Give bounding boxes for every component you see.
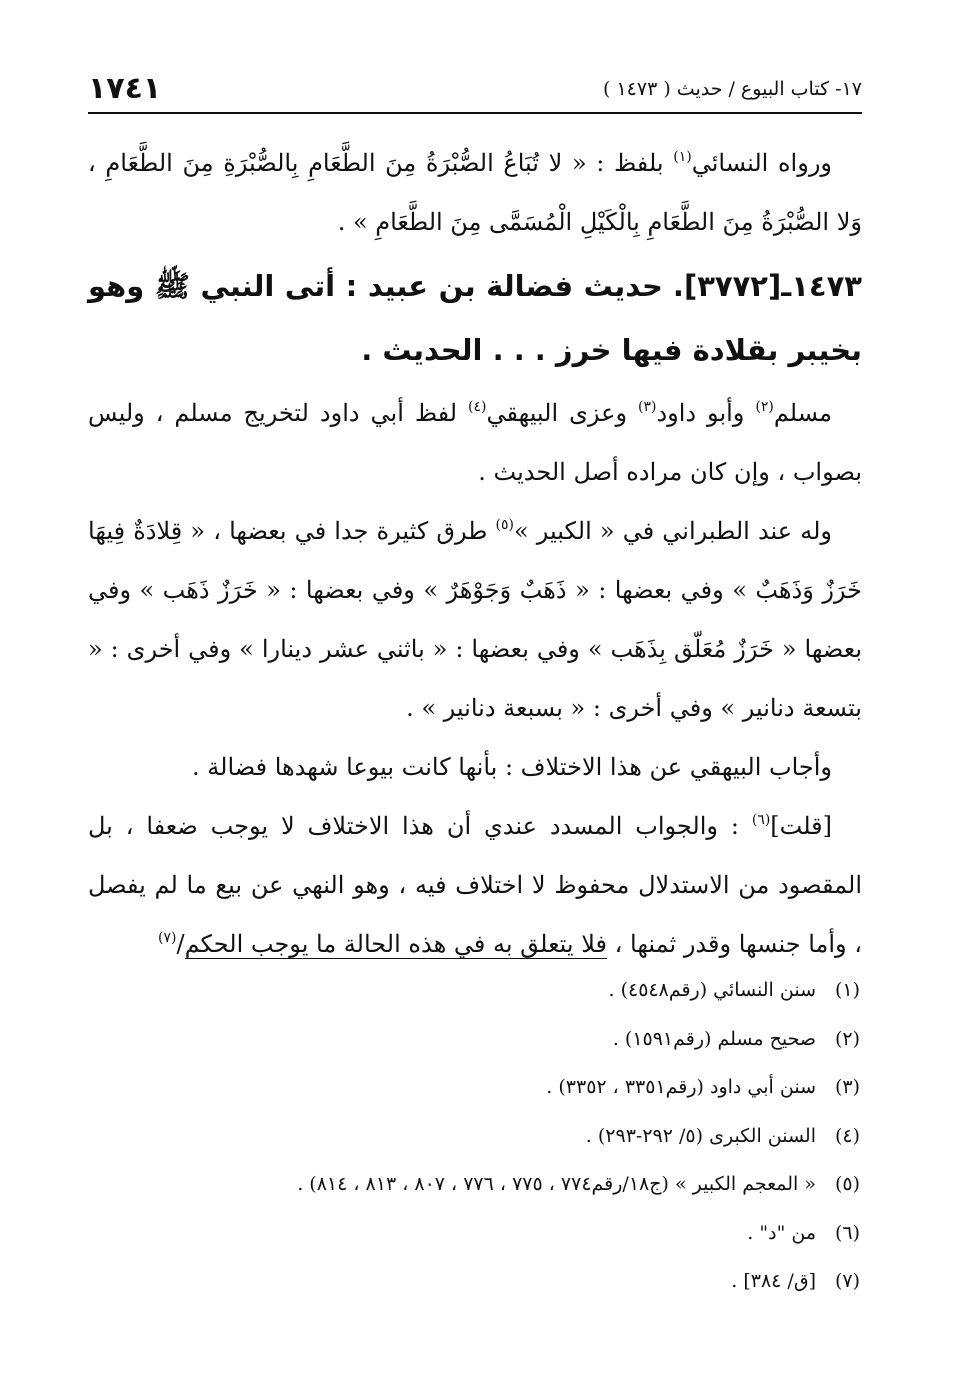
- footnote-number: (١): [834, 979, 860, 1001]
- text: وأبو داود: [656, 399, 756, 427]
- text: وله عند الطبراني في « الكبير »: [513, 517, 833, 545]
- footnote-ref-6[interactable]: (٦): [751, 812, 771, 828]
- footnote-number: (٥): [834, 1173, 860, 1195]
- underlined-text: فلا يتعلق به في هذه الحالة ما يوجب الحكم: [184, 930, 608, 958]
- footnote-text: السنن الكبرى (٥/ ٢٩٢-٢٩٣) .: [585, 1124, 816, 1147]
- footnote-ref-4[interactable]: (٤): [468, 399, 487, 415]
- footnote-text: سنن النسائي (رقم٤٥٤٨) .: [608, 979, 816, 1001]
- footnote-number: (٢): [834, 1027, 860, 1050]
- footnote-text: سنن أبي داود (رقم٣٣٥١ ، ٣٣٥٢) .: [546, 1076, 816, 1098]
- footnote-ref-3[interactable]: (٣): [638, 399, 657, 415]
- footnote-6: [88, 1209, 862, 1258]
- text: /: [176, 930, 185, 958]
- footnote-ref-1[interactable]: (١): [673, 149, 692, 165]
- footnote-text: من "د" .: [747, 1221, 816, 1244]
- footnote-4: [88, 1112, 862, 1161]
- text: ورواه النسائي: [691, 149, 832, 177]
- text: [قلت]: [770, 812, 832, 840]
- footnote-3: [88, 1063, 862, 1112]
- footnotes: [88, 966, 862, 1306]
- footnote-number: (٦): [834, 1221, 860, 1244]
- footnote-5: [88, 1160, 862, 1209]
- footnote-ref-7[interactable]: (٧): [158, 930, 177, 946]
- paragraph-3: [88, 502, 862, 738]
- footnote-text: « المعجم الكبير » (ج١٨/رقم٧٧٤ ، ٧٧٥ ، ٧٧٦ ، ٨٠٧ ، ٨١٣ ، ٨١٤) .: [297, 1173, 816, 1195]
- footnote-1: [88, 966, 862, 1015]
- footnote-ref-5[interactable]: (٥): [495, 517, 514, 533]
- hadith-heading: [88, 254, 862, 382]
- footnote-number: (٣): [834, 1076, 860, 1098]
- paragraph-1: [88, 134, 862, 252]
- footnote-number: (٤): [834, 1124, 860, 1147]
- hadith-title: حديث فضالة بن عبيد : أتى النبي ﷺ وهو بخيبر بقلادة فيها خرز . . . الحديث .: [88, 269, 862, 367]
- text: وعزى البيهقي: [486, 399, 638, 427]
- footnote-ref-2[interactable]: (٢): [755, 399, 774, 415]
- paragraph-4: وأجاب البيهقي عن هذا الاختلاف : بأنها كانت بيوعا شهدها فضالة .: [192, 753, 832, 781]
- footnote-text: صحيح مسلم (رقم١٥٩١) .: [612, 1027, 816, 1050]
- text: طرق كثيرة جدا في بعضها ، « قِلادَةٌ فِيهَا خَرَزٌ وَذَهَبٌ » وفي بعضها : « ذَهَبٌ وَجَوْهَرٌ » وفي بعضها : « خَرَزٌ ذَهَب » وفي بعضها « خَرَزٌ مُعَلّق بِذَهَب » وفي بعضها : « باثني عشر دينارا » وفي أخرى : « بتسعة دنانير » وفي أخرى : « بسبعة دنانير » .: [88, 517, 863, 722]
- running-head: ١٧- كتاب البيوع / حديث ( ١٤٧٣ ): [603, 78, 862, 100]
- text: بلفظ : « لا تُبَاعُ الصُّبْرَةُ مِنَ الطَّعَامِ بِالصُّبْرَةِ مِنَ الطَّعَامِ ، وَلا الصُّبْرَةُ مِنَ الطَّعَامِ بِالْكَيْلِ الْمُسَمَّى مِنَ الطَّعَامِ » .: [88, 149, 862, 236]
- footnote-number: (٧): [834, 1270, 860, 1292]
- main-text: [88, 134, 862, 974]
- hadith-number: ١٤٧٣ـ[٣٧٧٢].: [672, 269, 862, 303]
- header-rule: [88, 112, 862, 114]
- footnote-2: [88, 1015, 862, 1064]
- text: مسلم: [773, 399, 832, 427]
- page-header: [88, 66, 862, 110]
- page-number: ١٧٤١: [88, 71, 162, 106]
- footnote-text: [ق/ ٣٨٤] .: [731, 1270, 816, 1292]
- paragraph-2: [88, 384, 862, 502]
- text: لفظ أبي داود لتخريج مسلم ، وليس بصواب ، وإن كان مراده أصل الحديث .: [88, 399, 862, 486]
- paragraph-5: [88, 797, 862, 974]
- footnote-7: [88, 1257, 862, 1306]
- text: : والجواب المسدد عندي أن هذا الاختلاف لا يوجب ضعفا ، بل المقصود من الاستدلال محفوظ لا اختلاف فيه ، وهو النهي عن بيع ما لم يفصل ، وأما جنسها وقدر ثمنها ،: [88, 812, 862, 958]
